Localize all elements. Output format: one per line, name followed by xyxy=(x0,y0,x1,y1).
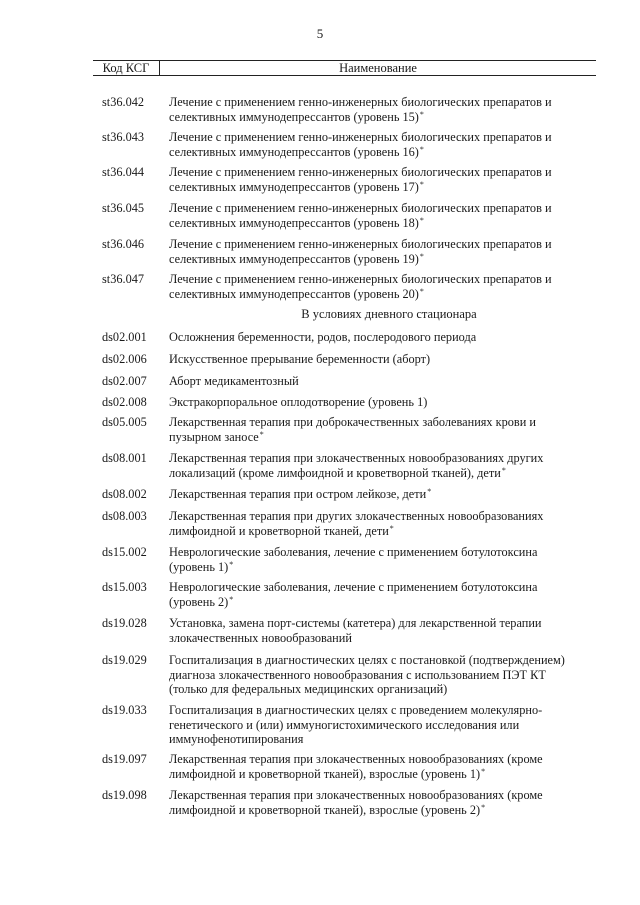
row-code: ds02.008 xyxy=(102,395,147,409)
row-code: ds15.003 xyxy=(102,580,147,594)
row-name-line: селективных иммунодепрессантов (уровень 16)* xyxy=(169,144,424,159)
row-name xyxy=(169,545,609,574)
table-header xyxy=(93,60,596,80)
row-name-line: селективных иммунодепрессантов (уровень 20)* xyxy=(169,286,424,301)
row-name-line: Лекарственная терапия при злокачественных новообразованиях других xyxy=(169,451,544,465)
row-name-line: селективных иммунодепрессантов (уровень 19)* xyxy=(169,251,424,266)
row-code: ds19.097 xyxy=(102,752,147,766)
row-name-line: локализаций (кроме лимфоидной и кроветворной тканей), дети* xyxy=(169,465,506,480)
row-name-line: (только для федеральных медицинских организаций) xyxy=(169,682,448,697)
row-name xyxy=(169,580,609,609)
footnote-mark: * xyxy=(419,109,424,119)
row-name xyxy=(169,487,609,502)
row-name xyxy=(169,330,609,345)
footnote-mark: * xyxy=(419,179,424,189)
row-name-line: Госпитализация в диагностических целях с проведением молекулярно- xyxy=(169,703,543,717)
row-name xyxy=(169,788,609,817)
row-code: st36.047 xyxy=(102,272,145,286)
footnote-mark: * xyxy=(229,594,234,604)
row-name-line: иммунофенотипирования xyxy=(169,732,304,747)
row-name xyxy=(169,703,609,747)
row-name-line: лимфоидной и кроветворной тканей), взрослые (уровень 1)* xyxy=(169,766,486,781)
row-code: ds19.033 xyxy=(102,703,147,717)
row-code: ds15.002 xyxy=(102,545,147,559)
row-code: ds08.002 xyxy=(102,487,147,501)
footnote-mark: * xyxy=(419,251,424,261)
row-name xyxy=(169,752,609,781)
section-title: В условиях дневного стационара xyxy=(301,307,477,321)
row-code: ds19.029 xyxy=(102,653,147,667)
footnote-mark: * xyxy=(419,215,424,225)
row-name xyxy=(169,272,609,301)
row-name-line: диагноза злокачественного новообразования с использованием ПЭТ КТ xyxy=(169,667,546,682)
row-name xyxy=(169,374,609,389)
row-name xyxy=(169,451,609,480)
row-name xyxy=(169,201,609,230)
footnote-mark: * xyxy=(229,559,234,569)
row-code: ds02.006 xyxy=(102,352,147,366)
row-name-line: Аборт медикаментозный xyxy=(169,374,299,388)
footnote-mark: * xyxy=(419,144,424,154)
row-name-line: Лекарственная терапия при остром лейкозе, дети* xyxy=(169,487,432,501)
row-code: st36.045 xyxy=(102,201,145,215)
row-code: st36.042 xyxy=(102,95,145,109)
row-code: ds19.028 xyxy=(102,616,147,630)
row-name-line: Осложнения беременности, родов, послеродового периода xyxy=(169,330,477,344)
row-code: ds08.001 xyxy=(102,451,147,465)
row-name-line: Лечение с применением генно-инженерных биологических препаратов и xyxy=(169,95,552,109)
row-name-line: селективных иммунодепрессантов (уровень 15)* xyxy=(169,109,424,124)
page-number: 5 xyxy=(316,26,324,41)
row-name-line: Неврологические заболевания, лечение с применением ботулотоксина xyxy=(169,545,538,559)
row-name-line: Лечение с применением генно-инженерных биологических препаратов и xyxy=(169,272,552,286)
row-name xyxy=(169,415,609,444)
row-name-line: генетического и (или) иммуногистохимического исследования или xyxy=(169,717,520,732)
row-code: st36.043 xyxy=(102,130,145,144)
row-name xyxy=(169,165,609,194)
row-name-line: злокачественных новообразований xyxy=(169,630,352,645)
row-name-line: Лечение с применением генно-инженерных биологических препаратов и xyxy=(169,165,552,179)
row-name-line: Лечение с применением генно-инженерных биологических препаратов и xyxy=(169,201,552,215)
footnote-mark: * xyxy=(501,465,506,475)
row-code: st36.046 xyxy=(102,237,145,251)
footnote-mark: * xyxy=(481,802,486,812)
row-code: ds08.003 xyxy=(102,509,147,523)
row-name-line: селективных иммунодепрессантов (уровень 18)* xyxy=(169,215,424,230)
row-code: st36.044 xyxy=(102,165,145,179)
footnote-mark: * xyxy=(259,429,264,439)
row-name xyxy=(169,509,609,538)
row-name-line: Лекарственная терапия при злокачественных новообразованиях (кроме xyxy=(169,788,543,802)
row-name-line: Неврологические заболевания, лечение с применением ботулотоксина xyxy=(169,580,538,594)
row-code: ds02.001 xyxy=(102,330,147,344)
row-name-line: лимфоидной и кроветворной тканей), взрослые (уровень 2)* xyxy=(169,802,486,817)
row-name-line: Искусственное прерывание беременности (аборт) xyxy=(169,352,431,366)
row-code: ds02.007 xyxy=(102,374,147,388)
row-name-line: лимфоидной и кроветворной тканей, дети* xyxy=(169,523,394,538)
footnote-mark: * xyxy=(427,487,432,496)
row-name-line: пузырном заносе* xyxy=(169,429,264,444)
row-name xyxy=(169,237,609,266)
footnote-mark: * xyxy=(419,286,424,296)
row-name-line: Лекарственная терапия при доброкачественных заболеваниях крови и xyxy=(169,415,536,429)
row-name xyxy=(169,395,609,410)
row-name-line: Лечение с применением генно-инженерных биологических препаратов и xyxy=(169,237,552,251)
footnote-mark: * xyxy=(481,766,486,776)
header-name: Наименование xyxy=(339,61,417,75)
row-name xyxy=(169,616,609,645)
row-name-line: Лечение с применением генно-инженерных биологических препаратов и xyxy=(169,130,552,144)
row-name-line: Экстракорпоральное оплодотворение (уровень 1) xyxy=(169,395,428,409)
row-name-line: (уровень 2)* xyxy=(169,594,234,609)
row-name xyxy=(169,95,609,124)
row-name-line: Лекарственная терапия при злокачественных новообразованиях (кроме xyxy=(169,752,543,766)
row-name xyxy=(169,352,609,367)
row-name-line: Лекарственная терапия при других злокачественных новообразованиях xyxy=(169,509,544,523)
row-code: ds19.098 xyxy=(102,788,147,802)
header-code: Код КСГ xyxy=(102,61,150,75)
row-name-line: Госпитализация в диагностических целях с постановкой (подтверждением) xyxy=(169,653,565,667)
row-code: ds05.005 xyxy=(102,415,147,429)
row-name-line: Установка, замена порт-системы (катетера) для лекарственной терапии xyxy=(169,616,542,630)
row-name-line: селективных иммунодепрессантов (уровень 17)* xyxy=(169,179,424,194)
footnote-mark: * xyxy=(389,523,394,533)
row-name-line: (уровень 1)* xyxy=(169,559,234,574)
row-name xyxy=(169,653,609,697)
row-name xyxy=(169,130,609,159)
